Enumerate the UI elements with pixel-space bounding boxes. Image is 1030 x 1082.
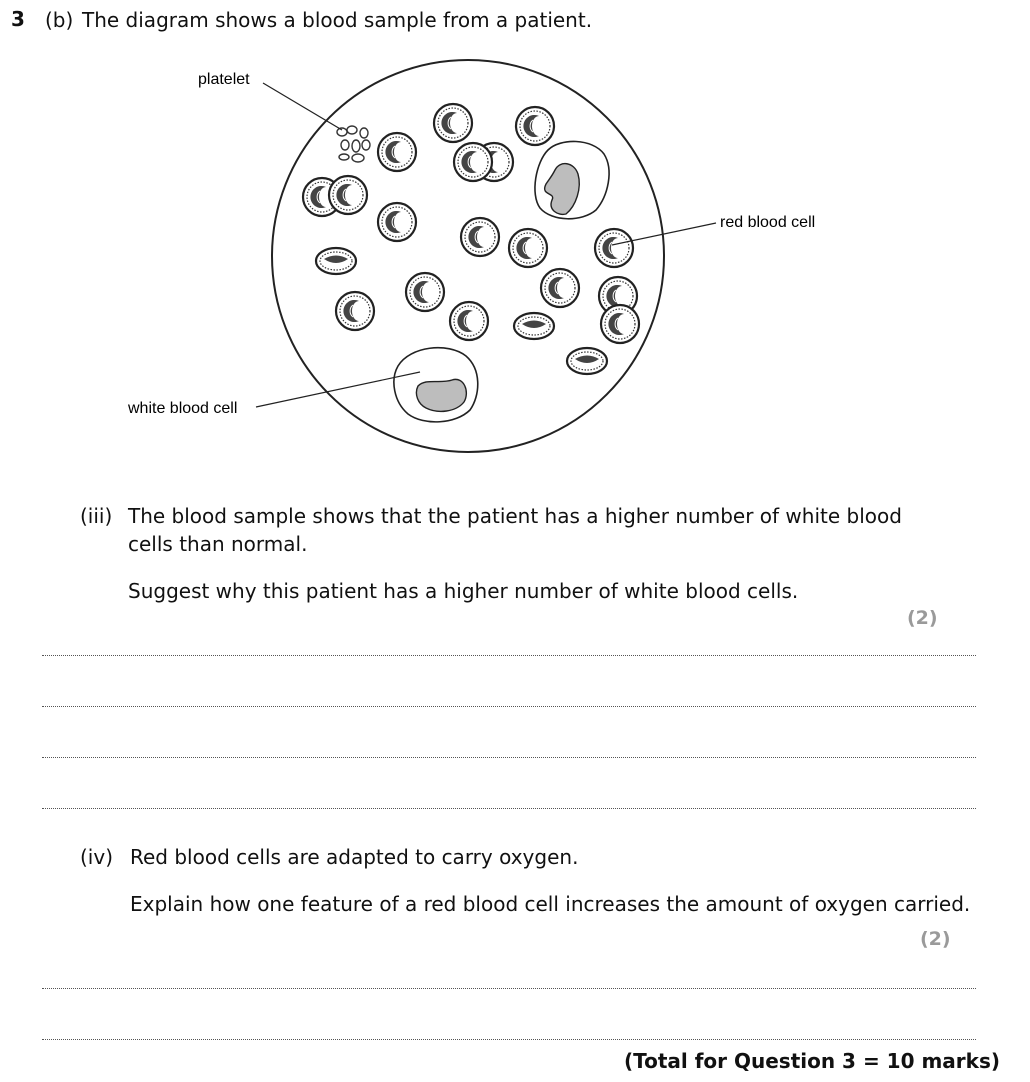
label-white-blood-cell: white blood cell: [128, 400, 238, 417]
question-stem: The diagram shows a blood sample from a patient.: [82, 8, 593, 32]
part-iv-marks: (2): [920, 928, 951, 950]
part-iv-line1: Red blood cells are adapted to carry oxygen.: [130, 845, 579, 869]
white-blood-cell-upper: [535, 141, 609, 218]
label-red-blood-cell: red blood cell: [720, 214, 816, 231]
blood-sample-diagram: [0, 0, 1030, 470]
part-iv-numeral: (iv): [80, 845, 113, 869]
part-iii-line2: cells than normal.: [128, 532, 308, 556]
answer-line-iii-4[interactable]: [42, 808, 976, 809]
question-total: (Total for Question 3 = 10 marks): [623, 1049, 1000, 1073]
answer-line-iv-2[interactable]: [42, 1039, 976, 1040]
part-iv-prompt: Explain how one feature of a red blood cell increases the amount of oxygen carried.: [130, 892, 971, 916]
label-platelet: platelet: [198, 71, 250, 88]
answer-line-iii-1[interactable]: [42, 655, 976, 656]
answer-line-iv-1[interactable]: [42, 988, 976, 989]
part-iii-numeral: (iii): [80, 504, 113, 528]
question-part: (b): [45, 8, 74, 32]
answer-line-iii-2[interactable]: [42, 706, 976, 707]
answer-line-iii-3[interactable]: [42, 757, 976, 758]
white-blood-cell-lower: [394, 348, 478, 422]
part-iii-line1: The blood sample shows that the patient has a higher number of white blood: [128, 504, 902, 528]
platelet-leader: [263, 83, 342, 130]
question-number: 3: [11, 7, 25, 31]
part-iii-marks: (2): [907, 607, 938, 629]
part-iii-prompt: Suggest why this patient has a higher number of white blood cells.: [128, 579, 799, 603]
